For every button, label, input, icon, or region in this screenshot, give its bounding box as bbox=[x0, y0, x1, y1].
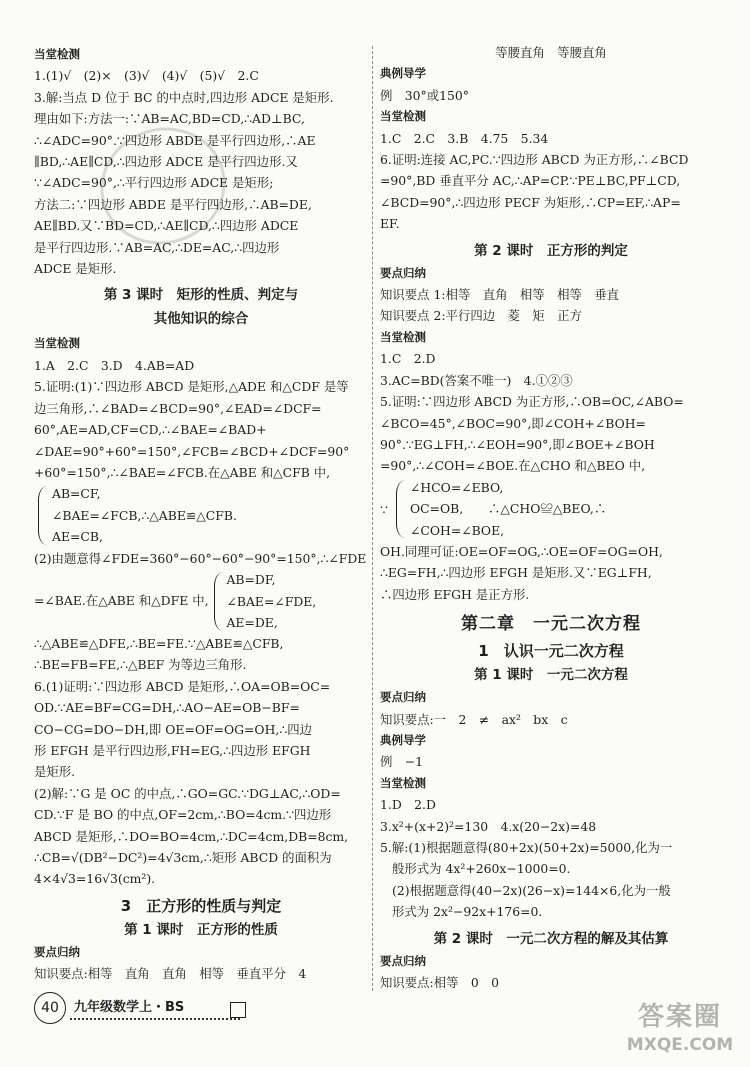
heading-yaodian-guina: 要点归纳 bbox=[380, 690, 426, 705]
heading-yaodian-guina: 要点归纳 bbox=[34, 944, 80, 959]
condition-result: ∴△CHO≌△BEO,∴ bbox=[488, 501, 607, 517]
section-title: 第 2 课时 一元二次方程的解及其估算 bbox=[433, 930, 669, 947]
section-title: 第 1 课时 正方形的性质 bbox=[124, 921, 278, 938]
footer-dotted-rule bbox=[70, 1018, 240, 1020]
answer-line: 等腰直角 等腰直角 bbox=[495, 45, 607, 60]
congruence-conditions bbox=[212, 569, 316, 633]
page-number: 40 bbox=[34, 992, 66, 1024]
watermark-logo-text: 答案圈 bbox=[637, 1002, 722, 1032]
heading-dangtang-jiance: 当堂检测 bbox=[380, 329, 426, 344]
answer-line: ∴CB=√(DB²−DC²)=4√3cm,∴矩形 ABCD 的面积为 bbox=[34, 850, 332, 865]
heading-dianli-daoxue: 典例导学 bbox=[380, 732, 426, 747]
answer-line: 知识要点 2:平行四边 菱 矩 正方 bbox=[380, 308, 582, 324]
because-symbol: ∵ bbox=[380, 501, 388, 517]
answer-line: (2)根据题意得(40−2x)(26−x)=144×6,化为一般 bbox=[392, 882, 671, 898]
answer-line: ∠DAE=90°+60°=150°,∠FCB=∠BCD+∠DCF=90° bbox=[34, 443, 350, 459]
condition-line: AB=CF, bbox=[52, 486, 101, 502]
answer-line: =90°,BD 垂直平分 AC,∴AP=CP.∵PE⊥BC,PF⊥CD, bbox=[380, 173, 681, 189]
answer-line: ∴EG=FH,∴四边形 EFGH 是矩形.又∵EG⊥FH, bbox=[380, 565, 652, 581]
congruence-conditions bbox=[380, 477, 722, 541]
book-title: 九年级数学上・BS bbox=[74, 1000, 185, 1015]
heading-dangtang-jiance: 当堂检测 bbox=[34, 336, 80, 351]
condition-text: OC=OB, bbox=[410, 501, 464, 517]
condition-line: AE=CB, bbox=[52, 529, 103, 545]
brace bbox=[214, 572, 224, 630]
condition-line: ∠COH=∠BOE, bbox=[410, 522, 505, 538]
heading-yaodian-guina: 要点归纳 bbox=[380, 265, 426, 280]
heading-dangtang-jiance: 当堂检测 bbox=[380, 109, 426, 124]
answer-line: 5.证明:∵四边形 ABCD 为正方形,∴OB=OC,∠ABO= bbox=[380, 394, 684, 410]
section-title: 第 2 课时 正方形的判定 bbox=[474, 242, 628, 259]
answer-line: 知识要点:一 2 ≠ ax² bx c bbox=[380, 711, 568, 727]
answer-line: 知识要点:相等 0 0 bbox=[380, 975, 500, 991]
answer-line: 例 30°或150° bbox=[380, 87, 469, 103]
answer-line: 5.解:(1)根据题意得(80+2x)(50+2x)=5000,化为一 bbox=[380, 840, 673, 855]
right-column bbox=[380, 42, 722, 993]
answer-text: =∠BAE.在△ABE 和△DFE 中, bbox=[34, 592, 209, 608]
heading-yaodian-guina: 要点归纳 bbox=[380, 953, 426, 968]
brace bbox=[396, 480, 406, 538]
answer-line: 是平行四边形.∵AB=AC,∴DE=AC,∴四边形 bbox=[34, 239, 280, 255]
answer-line: 5.证明:(1)∵四边形 ABCD 是矩形,△ADE 和△CDF 是等 bbox=[34, 379, 349, 395]
left-column bbox=[34, 44, 368, 985]
condition-line bbox=[410, 498, 722, 519]
answer-line: 1.(1)√ (2)× (3)√ (4)√ (5)√ 2.C bbox=[34, 68, 259, 84]
chapter-title: 第二章 一元二次方程 bbox=[461, 614, 641, 635]
watermark-url: MXQE.COM bbox=[626, 1035, 734, 1055]
answer-line: ABCD 是矩形,∴DO=BO=4cm,∴DC=4cm,DB=8cm, bbox=[34, 828, 349, 844]
site-watermark bbox=[615, 1000, 745, 1062]
answer-line: (2)解:∵G 是 OC 的中点,∴GO=GC.∵DG⊥AC,∴OD= bbox=[34, 785, 341, 801]
answer-line: CD.∵F 是 BO 的中点,OF=2cm,∴BO=4cm.∵四边形 bbox=[34, 807, 332, 823]
answer-line: ∥BD,∴AE∥CD,∴四边形 ADCE 是平行四边形.又 bbox=[34, 154, 298, 170]
section-title: 1 认识一元二次方程 bbox=[478, 642, 624, 661]
congruence-conditions bbox=[34, 483, 368, 547]
brace bbox=[38, 486, 48, 544]
answer-line: 6.证明:连接 AC,PC.∵四边形 ABCD 为正方形,∴∠BCD bbox=[380, 152, 689, 168]
answer-line: 形 EFGH 是平行四边形,FH=EG,∴四边形 EFGH bbox=[34, 742, 311, 758]
answer-line: 1.C 2.D bbox=[380, 351, 436, 367]
page-footer bbox=[34, 990, 254, 1030]
answer-line: 1.A 2.C 3.D 4.AB=AD bbox=[34, 357, 195, 373]
answer-line: 例 −1 bbox=[380, 754, 424, 770]
condition-line: AE=DE, bbox=[226, 615, 278, 631]
condition-line: ∠HCO=∠EBO, bbox=[410, 479, 504, 495]
answer-line: 3.x²+(x+2)²=130 4.x(20−2x)=48 bbox=[380, 818, 597, 834]
answer-line: ∴△ABE≌△DFE,∴BE=FE.∵△ABE≌△CFB, bbox=[34, 635, 284, 651]
answer-line: AE∥BD.又∵BD=CD,∴AE∥CD,∴四边形 ADCE bbox=[34, 218, 299, 234]
answer-line: 形式为 2x²−92x+176=0. bbox=[392, 904, 543, 920]
answer-line: 知识要点:相等 直角 直角 相等 垂直平分 4 bbox=[34, 966, 307, 982]
answer-line: 理由如下:方法一:∵AB=AC,BD=CD,∴AD⊥BC, bbox=[34, 111, 305, 127]
answer-line: 方法二:∵四边形 ABDE 是平行四边形,∴AB=DE, bbox=[34, 196, 312, 212]
answer-line: ∴∠ADC=90°.∵四边形 ABDE 是平行四边形,∴AE bbox=[34, 132, 316, 148]
answer-line: (2)由题意得∠FDE=360°−60°−60°−90°=150°,∴∠FDE bbox=[34, 550, 367, 566]
heading-dangtang-jiance: 当堂检测 bbox=[380, 775, 426, 790]
answer-line: ADCE 是矩形. bbox=[34, 261, 117, 277]
answer-line: 3.解:当点 D 位于 BC 的中点时,四边形 ADCE 是矩形. bbox=[34, 89, 334, 105]
answer-line: EF. bbox=[380, 216, 400, 232]
column-divider bbox=[372, 46, 373, 991]
answer-line: 是矩形. bbox=[34, 764, 76, 780]
answer-line: +60°=150°,∴∠BAE=∠FCB.在△ABE 和△CFB 中, bbox=[34, 464, 331, 480]
answer-line: ∠BCD=90°,∴四边形 PECF 为矩形,∴CP=EF,∴AP= bbox=[380, 194, 681, 210]
answer-line: 3.AC=BD(答案不唯一) 4.①②③ bbox=[380, 372, 573, 388]
answer-line: ∴BE=FB=FE,∴△BEF 为等边三角形. bbox=[34, 657, 247, 673]
section-title: 其他知识的综合 bbox=[153, 311, 249, 328]
condition-line bbox=[52, 505, 368, 526]
condition-line: AB=DF, bbox=[226, 572, 276, 588]
answer-line: 1.D 2.D bbox=[380, 797, 436, 813]
answer-line: OH.同理可证:OE=OF=OG,∴OE=OF=OG=OH, bbox=[380, 543, 663, 559]
heading-dangtang-jiance: 当堂检测 bbox=[34, 47, 80, 61]
answer-line: ∴四边形 EFGH 是正方形. bbox=[380, 586, 530, 602]
condition-line: ∠BAE=∠FDE, bbox=[226, 593, 317, 609]
section-title: 第 3 课时 矩形的性质、判定与 bbox=[103, 287, 299, 304]
answer-line: 90°.∵EG⊥FH,∴∠EOH=90°,即∠BOE+∠BOH bbox=[380, 436, 655, 452]
answer-line: 边三角形,∴∠BAD=∠BCD=90°,∠EAD=∠DCF= bbox=[34, 400, 322, 416]
answer-line: CO−CG=DO−DH,即 OE=OF=OG=OH,∴四边 bbox=[34, 721, 312, 737]
condition-text: ∠BAE=∠FCB, bbox=[52, 507, 142, 523]
answer-line: 知识要点 1:相等 直角 相等 相等 垂直 bbox=[380, 287, 620, 303]
section-title: 第 1 课时 一元二次方程 bbox=[474, 667, 628, 684]
footer-square-icon bbox=[230, 1002, 246, 1018]
heading-dianli-daoxue: 典例导学 bbox=[380, 66, 426, 81]
answer-line: 4×4√3=16√3(cm²). bbox=[34, 871, 156, 887]
condition-result: ∴△ABE≌△CFB. bbox=[141, 507, 237, 523]
answer-line: ∵∠ADC=90°,∴平行四边形 ADCE 是矩形; bbox=[34, 175, 274, 191]
answer-line: 60°,AE=AD,CF=CD,∴∠BAE=∠BAD+ bbox=[34, 422, 267, 438]
answer-line: 般形式为 4x²+260x−1000=0. bbox=[392, 861, 571, 877]
answer-line: ∠BCO=45°,∠BOC=90°,即∠COH+∠BOH= bbox=[380, 415, 646, 431]
answer-line: OD.∵AE=BF=CG=DH,∴AO−AE=OB−BF= bbox=[34, 700, 300, 716]
answer-line: 1.C 2.C 3.B 4.75 5.34 bbox=[380, 130, 549, 146]
answer-line: 6.(1)证明:∵四边形 ABCD 是矩形,∴OA=OB=OC= bbox=[34, 678, 331, 694]
answer-line bbox=[34, 569, 368, 633]
section-title: 3 正方形的性质与判定 bbox=[120, 896, 282, 915]
answer-line: =90°,∴∠COH=∠BOE.在△CHO 和△BEO 中, bbox=[380, 458, 646, 474]
